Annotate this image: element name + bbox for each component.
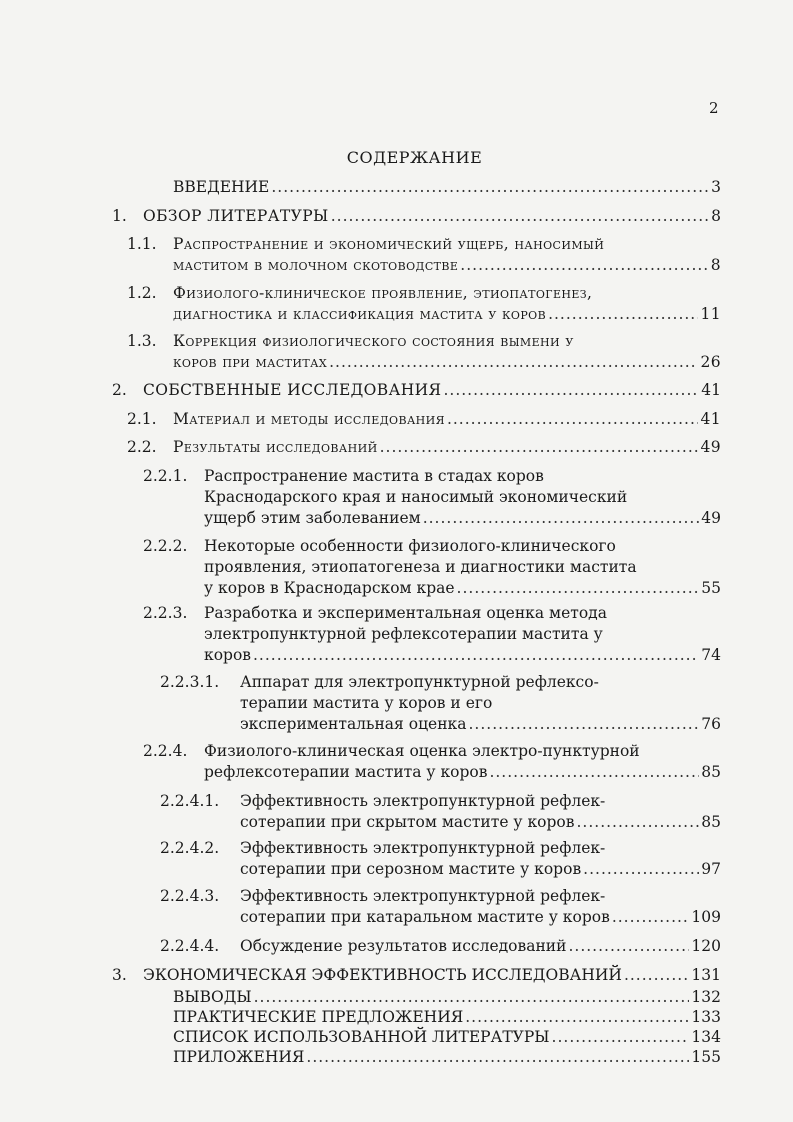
entry-page: 41 xyxy=(701,381,721,399)
entry-page: 132 xyxy=(691,988,721,1006)
dot-leader xyxy=(329,352,698,373)
entry-title: ущерб этим заболеванием xyxy=(204,509,421,527)
entry-title-line: Разработка и экспериментальная оценка метода xyxy=(204,604,607,622)
dot-leader xyxy=(443,380,699,401)
dot-leader xyxy=(253,645,699,666)
dot-leader xyxy=(465,1007,689,1028)
dot-leader xyxy=(457,578,700,599)
entry-number: 1. xyxy=(112,207,127,225)
entry-title-line: Некоторые особенности физиолого-клинического xyxy=(204,537,616,555)
entry-title: Обсуждение результатов исследований xyxy=(240,937,567,955)
entry-title: сотерапии при серозном мастите у коров xyxy=(240,860,582,878)
entry-title-line: Распространение мастита в стадах коров xyxy=(204,467,544,485)
entry-number: 2.1. xyxy=(127,410,157,428)
entry-page: 76 xyxy=(701,715,721,733)
dot-leader xyxy=(460,255,708,276)
entry-title-line: электропунктурной рефлексотерапии мастита у xyxy=(204,625,603,643)
dot-leader xyxy=(624,965,689,986)
entry-title: ОБЗОР ЛИТЕРАТУРЫ xyxy=(143,207,329,225)
entry-title: СОБСТВЕННЫЕ ИССЛЕДОВАНИЯ xyxy=(143,381,442,399)
entry-title-line: проявления, этиопатогенеза и диагностики мастита xyxy=(204,558,637,576)
entry-title: Результаты исследований xyxy=(173,438,378,456)
dot-leader xyxy=(548,304,698,325)
entry-page: 134 xyxy=(691,1028,721,1046)
entry-number: 2.2.4.4. xyxy=(160,937,220,955)
dot-leader xyxy=(468,714,699,735)
dot-leader xyxy=(552,1027,690,1048)
entry-page: 49 xyxy=(701,509,721,527)
entry-title: Материал и методы исследования xyxy=(173,410,445,428)
dot-leader xyxy=(380,437,699,458)
dot-leader xyxy=(447,409,699,430)
entry-page: 133 xyxy=(691,1008,721,1026)
entry-number: 2.2.4.3. xyxy=(160,887,220,905)
entry-title: у коров в Краснодарском крае xyxy=(204,579,455,597)
entry-title: экспериментальная оценка xyxy=(240,715,467,733)
entry-title: коров xyxy=(204,646,251,664)
entry-page: 155 xyxy=(691,1048,721,1066)
entry-page: 41 xyxy=(700,410,721,428)
entry-page: 3 xyxy=(711,178,721,196)
entry-title: СПИСОК ИСПОЛЬЗОВАННОЙ ЛИТЕРАТУРЫ xyxy=(173,1028,550,1046)
entry-title-line: Физиолого-клиническая оценка электро-пунктурной xyxy=(204,742,640,760)
toc-title: СОДЕРЖАНИЕ xyxy=(346,148,483,167)
entry-number: 1.3. xyxy=(127,332,157,350)
entry-title-line: Эффективность электропунктурной рефлек- xyxy=(240,839,606,857)
entry-title-line: Эффективность электропунктурной рефлек- xyxy=(240,887,606,905)
entry-number: 2.2. xyxy=(127,438,157,456)
entry-title: ПРИЛОЖЕНИЯ xyxy=(173,1048,305,1066)
entry-page: 55 xyxy=(701,579,721,597)
entry-title-line: Физиолого-клиническое проявление, этиопатогенез, xyxy=(173,284,593,302)
entry-number: 2. xyxy=(112,381,127,399)
dot-leader xyxy=(331,206,709,227)
entry-number: 2.2.3. xyxy=(143,604,188,622)
entry-page: 85 xyxy=(701,813,721,831)
entry-title-line: Краснодарского края и наносимый экономический xyxy=(204,488,628,506)
entry-number: 1.1. xyxy=(127,235,157,253)
dot-leader xyxy=(568,936,689,957)
entry-title: маститом в молочном скотоводстве xyxy=(173,256,459,274)
entry-page: 49 xyxy=(700,438,721,456)
entry-title: ПРАКТИЧЕСКИЕ ПРЕДЛОЖЕНИЯ xyxy=(173,1008,464,1026)
dot-leader xyxy=(254,987,690,1008)
dot-leader xyxy=(583,859,699,880)
entry-page: 131 xyxy=(691,966,721,984)
entry-page: 97 xyxy=(701,860,721,878)
entry-title-line: терапии мастита у коров и его xyxy=(240,694,493,712)
entry-page: 109 xyxy=(691,908,721,926)
dot-leader xyxy=(423,508,700,529)
entry-number: 1.2. xyxy=(127,284,157,302)
entry-title-line: Распространение и экономический ущерб, наносимый xyxy=(173,235,605,253)
entry-number: 2.2.3.1. xyxy=(160,673,220,691)
page-number: 2 xyxy=(709,99,719,117)
entry-title: ВВЕДЕНИЕ xyxy=(173,178,270,196)
entry-number: 2.2.4.2. xyxy=(160,839,220,857)
dot-leader xyxy=(612,907,690,928)
entry-title-line: Эффективность электропунктурной рефлек- xyxy=(240,792,606,810)
entry-number: 2.2.4.1. xyxy=(160,792,220,810)
entry-title-line: Коррекция физиологического состояния вымени у xyxy=(173,332,574,350)
entry-number: 2.2.2. xyxy=(143,537,188,555)
entry-number: 2.2.1. xyxy=(143,467,188,485)
entry-page: 74 xyxy=(701,646,721,664)
entry-title: коров при маститах xyxy=(173,353,328,371)
entry-title: сотерапии при скрытом мастите у коров xyxy=(240,813,575,831)
entry-number: 3. xyxy=(112,966,127,984)
dot-leader xyxy=(306,1047,689,1068)
dot-leader xyxy=(576,812,699,833)
entry-page: 85 xyxy=(701,763,721,781)
entry-page: 8 xyxy=(710,256,721,274)
entry-page: 26 xyxy=(700,353,721,371)
dot-leader xyxy=(489,762,699,783)
entry-page: 120 xyxy=(691,937,721,955)
entry-page: 11 xyxy=(700,305,721,323)
dot-leader xyxy=(271,177,709,198)
entry-title: рефлексотерапии мастита у коров xyxy=(204,763,488,781)
entry-title: ЭКОНОМИЧЕСКАЯ ЭФФЕКТИВНОСТЬ ИССЛЕДОВАНИЙ xyxy=(143,966,622,984)
entry-number: 2.2.4. xyxy=(143,742,188,760)
entry-title: диагностика и классификация мастита у коров xyxy=(173,305,547,323)
entry-title-line: Аппарат для электропунктурной рефлексо- xyxy=(240,673,599,691)
entry-title: сотерапии при катаральном мастите у коров xyxy=(240,908,610,926)
entry-title: ВЫВОДЫ xyxy=(173,988,252,1006)
entry-page: 8 xyxy=(711,207,721,225)
